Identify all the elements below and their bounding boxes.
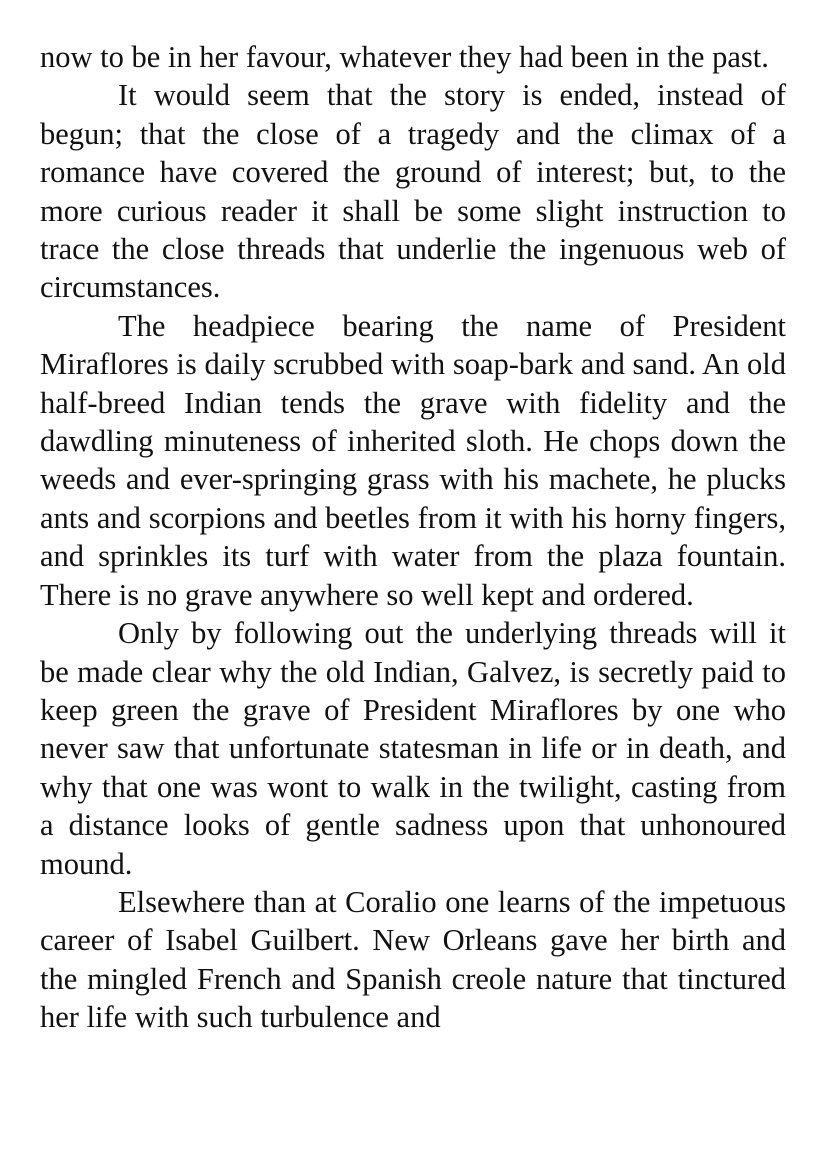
- paragraph-headpiece: The headpiece bearing the name of President Miraflores is daily scrubbed with soap-bark and sand. An old half-breed Indian tends the grave with fidelity and the dawdling minuteness of inherited sloth. He chops down the weeds and ever-springing grass with his machete, he plucks ants and scorpions and beetles from it with his horny fingers, and sprinkles its turf with water from the plaza fountain. There is no grave anywhere so well kept and ordered.: [40, 308, 786, 612]
- paragraph-isabel-guilbert: Elsewhere than at Coralio one learns of the impetuous career of Isabel Guilbert. New Orleans gave her birth and the mingled French and Spanish creole nature that tinctured her life with such turbulence and: [40, 884, 786, 1035]
- paragraph-underlying-threads: Only by following out the underlying threads will it be made clear why the old Indian, Galvez, is secretly paid to keep green the grave of President Miraflores by one who never saw that unfortunate statesman in life or in death, and why that one was wont to walk in the twilight, casting from a distance looks of gentle sadness upon that unhonoured mound.: [40, 616, 786, 881]
- page-text: [40, 38, 786, 1037]
- paragraph-story-ended: It would seem that the story is ended, instead of begun; that the close of a tragedy and the climax of a romance have covered the ground of interest; but, to the more curious reader it shall be some slight instruction to trace the close threads that underlie the ingenuous web of circumstances.: [40, 78, 786, 305]
- paragraph-continuation: now to be in her favour, whatever they had been in the past.: [40, 40, 769, 74]
